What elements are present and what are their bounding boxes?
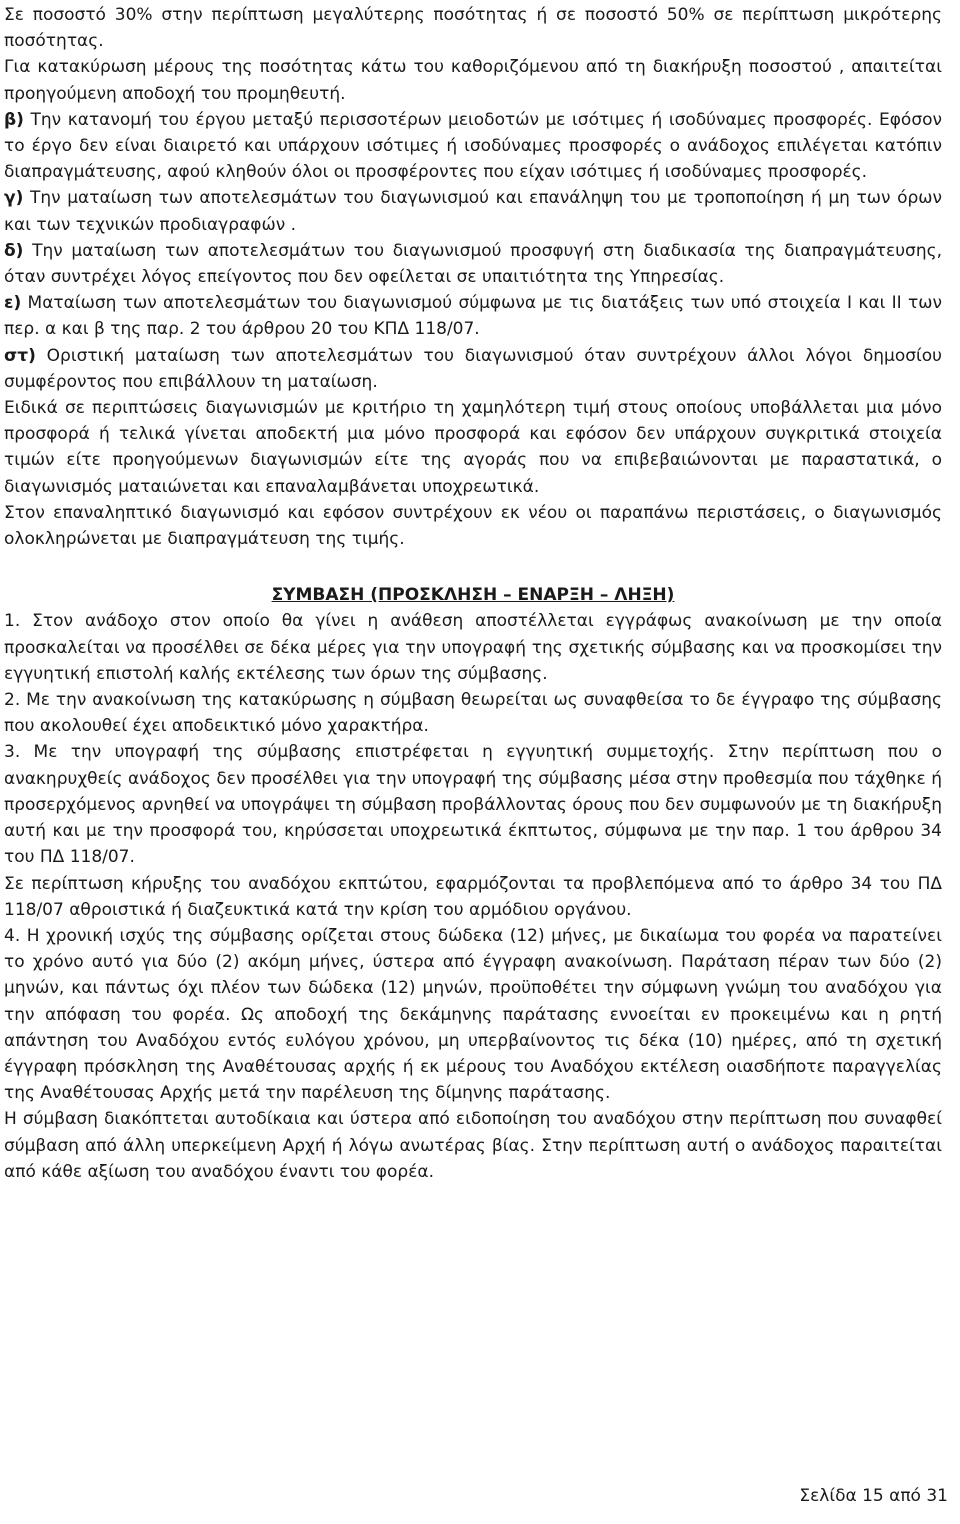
contract-paragraph: Η σύμβαση διακόπτεται αυτοδίκαια και ύστερα από ειδοποίηση του αναδόχου στην περίπτωση που συναφθεί σύμβαση από άλλη υπερκείμενη Αρχή ή λόγω ανωτέρας βίας. Στην περίπτωση αυτή ο ανάδοχος παραιτείται από κάθε αξίωση του αναδόχου έναντι του φορέα. xyxy=(4,1109,942,1182)
option-text: Την κατανομή του έργου μεταξύ περισσοτέρων μειοδοτών με ισότιμες ή ισοδύναμες προσφορές. Εφόσον το έργο δεν είναι διαιρετό και υπάρχουν ισότιμες ή ισοδύναμες προσφορές ο ανάδοχος επιλέγεται κατόπιν διαπραγμάτευσης, αφού κληθούν όλοι οι προσφέροντες που είχαν ισότιμες ή ισοδύναμες προσφορές. xyxy=(4,109,942,183)
option-stigma xyxy=(4,343,942,395)
option-label: στ) xyxy=(4,345,36,366)
paragraph-repeat-tender: Στον επαναληπτικό διαγωνισμό και εφόσον συντρέχουν εκ νέου οι παραπάνω περιστάσεις, ο διαγωνισμός ολοκληρώνεται με διαπραγμάτευση της τιμής. xyxy=(4,502,942,550)
option-text: Ματαίωση των αποτελεσμάτων του διαγωνισμού σύμφωνα με τις διατάξεις των υπό στοιχεία Ι και ΙΙ των περ. α και β της παρ. 2 του άρθρου 20 του ΚΠΔ 118/07. xyxy=(4,293,942,340)
option-text: Οριστική ματαίωση των αποτελεσμάτων του διαγωνισμού όταν συντρέχουν άλλοι λόγοι δημοσίου συμφέροντος που επιβάλλουν τη ματαίωση. xyxy=(4,345,942,392)
document-body xyxy=(4,2,942,1185)
option-label: γ) xyxy=(4,188,24,209)
option-label: β) xyxy=(4,109,24,130)
section-title: ΣΥΜΒΑΣΗ (ΠΡΟΣΚΛΗΣΗ – ΕΝΑΡΞΗ – ΛΗΞΗ) xyxy=(271,585,675,606)
contract-paragraph: 2. Με την ανακοίνωση της κατακύρωσης η σύμβαση θεωρείται ως συναφθείσα το δε έγγραφο της σύμβασης που ακολουθεί έχει αποδεικτικό μόνο χαρακτήρα. xyxy=(4,690,942,737)
option-gamma xyxy=(4,185,942,237)
paragraph-partial-award: Για κατακύρωση μέρους της ποσότητας κάτω του καθοριζόμενου από τη διακήρυξη ποσοστού , απαιτείται προηγούμενη αποδοχή του προμηθευτή. xyxy=(4,57,942,104)
option-beta xyxy=(4,107,942,186)
page-number: Σελίδα 15 από 31 xyxy=(799,1486,948,1506)
contract-paragraph: Σε περίπτωση κήρυξης του αναδόχου εκπτώτου, εφαρμόζονται τα προβλεπόμενα από το άρθρο 34 του ΠΔ 118/07 αθροιστικά ή διαζευκτικά κατά την κρίση του αρμόδιου οργάνου. xyxy=(4,873,942,920)
spacer xyxy=(4,552,942,578)
paragraph-percentage: Σε ποσοστό 30% στην περίπτωση μεγαλύτερης ποσότητας ή σε ποσοστό 50% σε περίπτωση μικρότερης ποσότητας. xyxy=(4,5,942,52)
option-text: Την ματαίωση των αποτελεσμάτων του διαγωνισμού προσφυγή στη διαδικασία της διαπραγμάτευσης, όταν συντρέχει λόγος επείγοντος που δεν οφείλεται σε υπαιτιότητα της Υπηρεσίας. xyxy=(4,240,942,288)
option-text: Την ματαίωση των αποτελεσμάτων του διαγωνισμού και επανάληψη του με τροποποίηση ή μη των όρων και των τεχνικών προδιαγραφών . xyxy=(4,188,942,235)
option-epsilon xyxy=(4,290,942,342)
paragraph-special-cases: Ειδικά σε περιπτώσεις διαγωνισμών με κριτήριο τη χαμηλότερη τιμή στους οποίους υποβάλλεται μια μόνο προσφορά ή τελικά γίνεται αποδεκτή μια μόνο προσφορά και εφόσον δεν υπάρχουν συγκριτικά στοιχεία τιμών είτε προηγούμενων διαγωνισμών είτε της αγοράς που να επιβεβαιώνονται με παραστατικά, ο διαγωνισμός ματαιώνεται και επαναλαμβάνεται υποχρεωτικά. xyxy=(4,398,942,497)
option-label: ε) xyxy=(4,293,22,314)
contract-paragraph: 1. Στον ανάδοχο στον οποίο θα γίνει η ανάθεση αποστέλλεται εγγράφως ανακοίνωση με την οποία προσκαλείται να προσέλθει σε δέκα μέρες για την υπογραφή της σχετικής σύμβασης και να προσκομίσει την εγγυητική επιστολή καλής εκτέλεσης των όρων της σύμβασης. xyxy=(4,611,942,684)
contract-paragraph: 3. Με την υπογραφή της σύμβασης επιστρέφεται η εγγυητική συμμετοχής. Στην περίπτωση που ο ανακηρυχθείς ανάδοχος δεν προσέλθει για την υπογραφή της σύμβασης μέσα στην προθεσμία που τάχθηκε ή προσερχόμενος αρνηθεί να υπογράψει τη σύμβαση προβάλλοντας όρους που δεν συμφωνούν με τη διακήρυξη αυτή και με την προσφορά του, κηρύσσεται υποχρεωτικά έκπτωτος, σύμφωνα με την παρ. 1 του άρθρου 34 του ΠΔ 118/07. xyxy=(4,742,942,868)
contract-paragraph: 4. Η χρονική ισχύς της σύμβασης ορίζεται στους δώδεκα (12) μήνες, με δικαίωμα του φορέα να παρατείνει το χρόνο αυτό για δύο (2) ακόμη μήνες, ύστερα από έγγραφη ανακοίνωση. Παράταση πέραν των δύο (2) μηνών, και πάντως όχι πλέον των δώδεκα (12) μηνών, προϋποθέτει την σύμφωνη γνώμη του αναδόχου για την απόφαση του φορέα. Ως αποδοχή της δεκάμηνης παράτασης εννοείται εν προκειμένω και η ρητή απάντηση του Αναδόχου εντός ευλόγου χρόνου, μη υπερβαίνοντος τις δέκα (10) ημέρες, από τη σχετική έγγραφη πρόσκληση της Αναθέτουσας αρχής ή εκ μέρους του Αναδόχου εκτέλεση οιασδήποτε παραγγελίας της Αναθέτουσας Αρχής μετά την παρέλευση της δίμηνης παράτασης. xyxy=(4,925,942,1104)
option-label: δ) xyxy=(4,240,24,261)
option-delta xyxy=(4,238,942,290)
